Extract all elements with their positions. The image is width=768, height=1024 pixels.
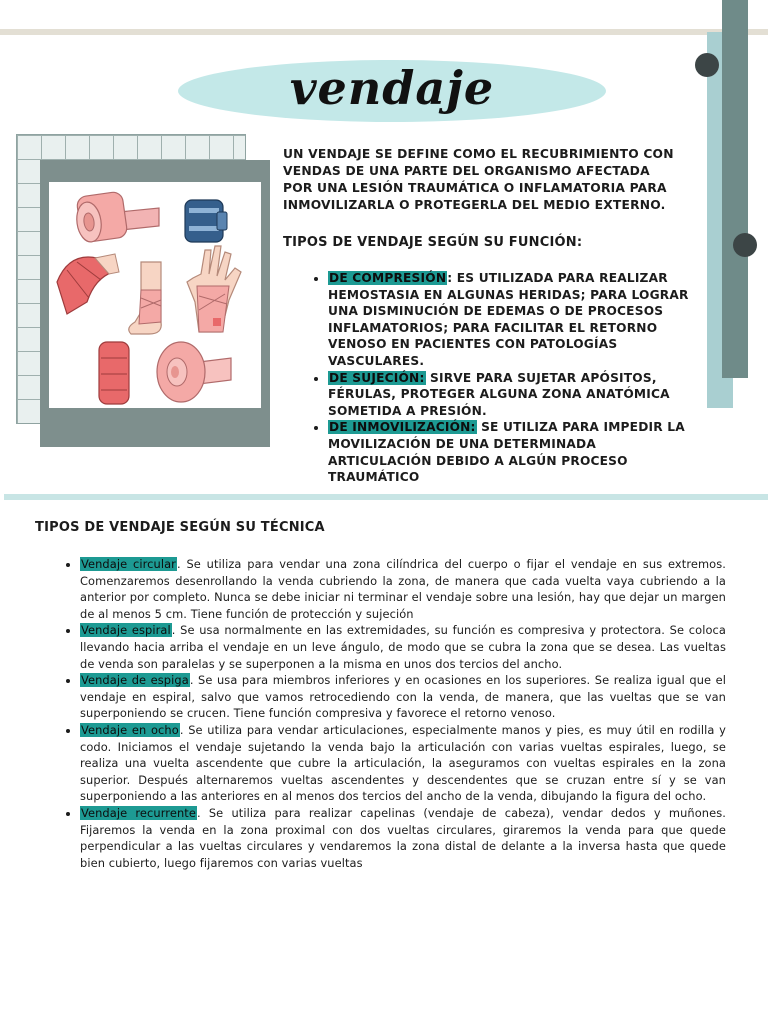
- page-title: vendaje: [289, 61, 495, 115]
- list-item: [80, 556, 726, 622]
- item-text: . Se utiliza para vendar una zona cilíndrica del cuerpo o fijar el vendaje en sus extremos. Comenzaremos desenrollando la venda cubriendo la zona, de manera que cada vuelta vaya cubriendo a la anterior por completo. Nunca se debe iniciar ni terminar el vendaje sobre una lesión, hay que dejar un margen de al menos 5 cm. Tiene función de protección y sujeción: [80, 557, 726, 621]
- highlighted-term: Vendaje en ocho: [81, 722, 179, 737]
- function-list: [306, 270, 700, 486]
- item-text: . Se usa para miembros inferiores y en ocasiones en los superiores. Se realiza igual que el vendaje en espiral, salvo que vamos retrocediendo con la venda, de manera, que las vueltas que se van superponiendo se crucen. Tiene función compresiva y favorece el retorno venoso.: [80, 673, 726, 721]
- function-section-title: TIPOS DE VENDAJE SEGÚN SU FUNCIÓN:: [283, 235, 583, 250]
- highlighted-term: DE SUJECIÓN:: [329, 370, 425, 385]
- list-item: [80, 722, 726, 805]
- decor-dot-middle: [733, 233, 757, 257]
- top-decor-line: [0, 29, 768, 35]
- decor-dot-top: [695, 53, 719, 77]
- title-banner: [178, 60, 606, 122]
- list-item: [80, 622, 726, 672]
- technique-list: [58, 556, 726, 871]
- list-item: [80, 672, 726, 722]
- highlighted-term: Vendaje circular: [81, 557, 176, 571]
- technique-section-title: TIPOS DE VENDAJE SEGÚN SU TÉCNICA: [35, 520, 325, 535]
- intro-paragraph: UN VENDAJE SE DEFINE COMO EL RECUBRIMIENTO CON VENDAS DE UNA PARTE DEL ORGANISMO AFECTADA POR UNA LESIÓN TRAUMÁTICA O INFLAMATORIA PARA INMOVILIZARLA O PROTEGERLA DEL MEDIO EXTERNO.: [283, 147, 674, 212]
- list-item: [328, 270, 700, 370]
- bandage-illustration: [49, 182, 261, 408]
- highlighted-term: Vendaje recurrente: [81, 805, 196, 820]
- highlighted-term: Vendaje espiral: [81, 623, 171, 638]
- item-text: . Se utiliza para vendar articulaciones, especialmente manos y pies, es muy útil en rodilla y codo. Iniciamos el vendaje sujetando la venda bajo la articulación con varias vueltas espirales, luego, se realiza una vuelta ascendente que cubre la articulación, la aseguramos con vueltas espirales en la zona superior. Después alternaremos vueltas ascendentes y descendentes que se cruzan entre sí y se van superponiendo a las anteriores en al menos dos tercios del ancho de la venda, dibujando la figura del ocho.: [80, 722, 727, 804]
- list-item: [328, 419, 700, 485]
- item-text: . Se utiliza para realizar capelinas (vendaje de cabeza), vendar dedos y muñones. Fijaremos la venda en la zona proximal con dos vueltas circulares, giraremos la venda para que quede perpendicular a las vueltas circulares y vendaremos la zona distal de delante a la inversa hasta que quede bien cubierto, luego fijaremos con varias vueltas: [80, 805, 726, 870]
- decor-bar-dark: [722, 0, 748, 378]
- elastic-bandage-icon: [185, 200, 227, 242]
- bandage-illustration-svg: [49, 182, 261, 408]
- bandaged-knee-icon: [57, 254, 119, 314]
- pink-bandage-roll-icon: [157, 342, 231, 402]
- item-text: SIRVE PARA SUJETAR APÓSITOS, FÉRULAS, PROTEGER ALGUNA ZONA ANATÓMICA SOMETIDA A PRESIÓN.: [328, 370, 670, 418]
- list-item: [80, 805, 726, 871]
- bandage-roll-icon: [74, 191, 159, 243]
- section-divider: [4, 494, 768, 500]
- bandaged-ankle-icon: [129, 262, 162, 334]
- highlighted-term: DE INMOVILIZACIÓN:: [329, 420, 476, 435]
- item-text: : ES UTILIZADA PARA REALIZAR HEMOSTASIA EN ALGUNAS HERIDAS; PARA LOGRAR UNA DISMINUCIÓN DE EDEMAS O DE PROCESOS INFLAMATORIOS; PARA FACILITAR EL RETORNO VENOSO EN PACIENTES CON PATOLOGÍAS VASCULARES.: [328, 271, 689, 368]
- list-item: [328, 370, 700, 420]
- bandaged-hand-icon: [187, 246, 241, 332]
- highlighted-term: Vendaje de espiga: [81, 673, 189, 688]
- item-text: SE UTILIZA PARA IMPEDIR LA MOVILIZACIÓN DE UNA DETERMINADA ARTICULACIÓN DEBIDO A ALGÚN PROCESO TRAUMÁTICO: [328, 420, 685, 485]
- item-text: . Se usa normalmente en las extremidades, su función es compresiva y protectora. Se coloca llevando hacia arriba el vendaje en un leve ángulo, de modo que se cubra la zona que se desea. Las vueltas de venda son paralelas y se superponen a la misma en unos dos tercios del ancho.: [80, 623, 726, 671]
- highlighted-term: DE COMPRESIÓN: [329, 271, 447, 285]
- red-bandage-roll-icon: [99, 342, 129, 404]
